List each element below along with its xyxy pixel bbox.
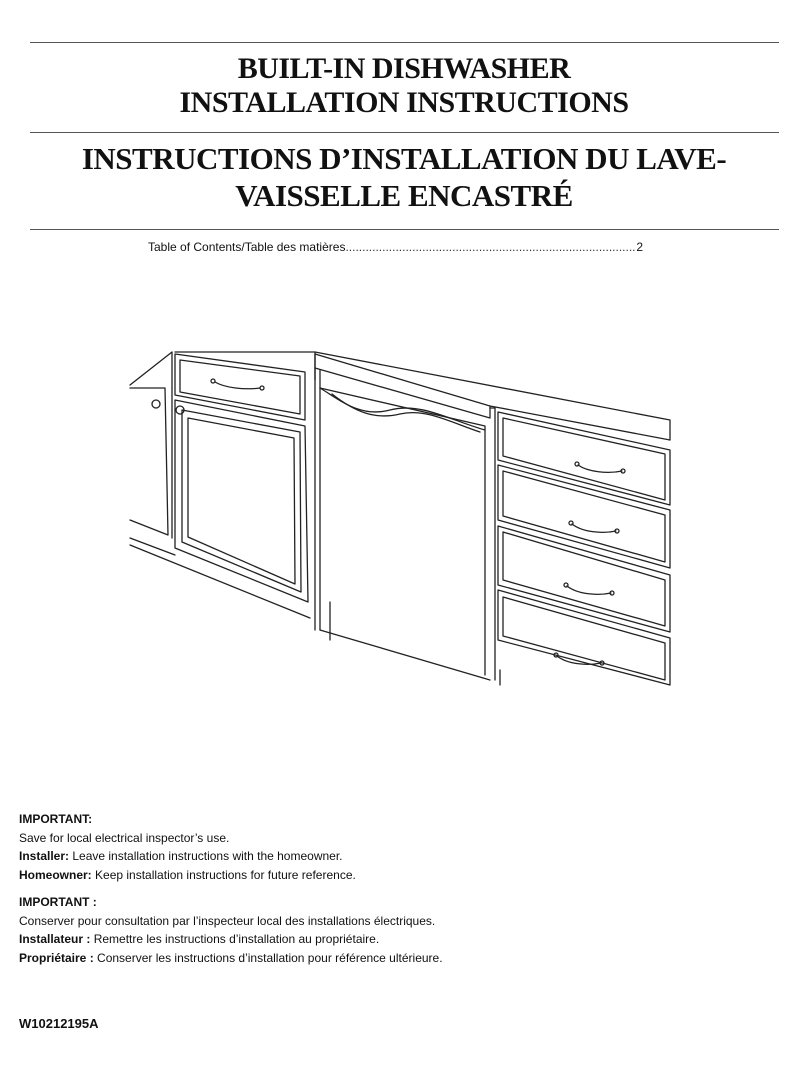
installer-french-text: Remettre les instructions d’installation au propriétaire. <box>90 932 380 946</box>
important-french-line1: Conserver pour consultation par l’inspecteur local des installations électriques. <box>19 913 436 928</box>
document-number: W10212195A <box>19 1016 99 1031</box>
homeowner-english-text: Keep installation instructions for future reference. <box>91 867 356 882</box>
installer-french-line <box>19 930 443 949</box>
owner-french-line <box>19 949 443 968</box>
title-english-line1: BUILT-IN DISHWASHER <box>237 52 571 85</box>
toc-label: Table of Contents/Table des matières <box>148 240 346 254</box>
middle-rule <box>30 132 779 133</box>
installer-english-text: Leave installation instructions with the homeowner. <box>69 849 343 863</box>
toc-page-number: 2 <box>636 240 643 254</box>
important-heading-english: IMPORTANT: <box>19 812 93 826</box>
title-english <box>0 52 808 120</box>
important-heading-french: IMPORTANT : <box>19 895 97 909</box>
installer-english-label: Installer: <box>19 849 70 863</box>
title-french <box>0 140 808 214</box>
homeowner-english-line <box>19 866 356 885</box>
table-of-contents-entry[interactable] <box>148 240 643 254</box>
owner-french-text: Conserver les instructions d’installation pour référence ultérieure. <box>93 950 443 965</box>
title-french-line2: VAISSELLE ENCASTRÉ <box>235 178 573 213</box>
title-french-line1: INSTRUCTIONS D’INSTALLATION DU LAVE- <box>81 141 727 176</box>
bottom-rule <box>30 229 779 230</box>
homeowner-english-label: Homeowner: <box>19 867 92 882</box>
important-notice-english <box>19 810 356 884</box>
title-english-line2: INSTALLATION INSTRUCTIONS <box>179 86 629 119</box>
installer-french-label: Installateur : <box>19 932 91 946</box>
dishwasher-illustration <box>120 340 680 690</box>
important-english-line1: Save for local electrical inspector’s use. <box>19 830 230 845</box>
owner-french-label: Propriétaire : <box>19 950 94 965</box>
important-notice-french <box>19 893 443 967</box>
toc-leader-dots <box>345 240 636 254</box>
top-rule <box>30 42 779 43</box>
installer-english-line <box>19 847 356 866</box>
